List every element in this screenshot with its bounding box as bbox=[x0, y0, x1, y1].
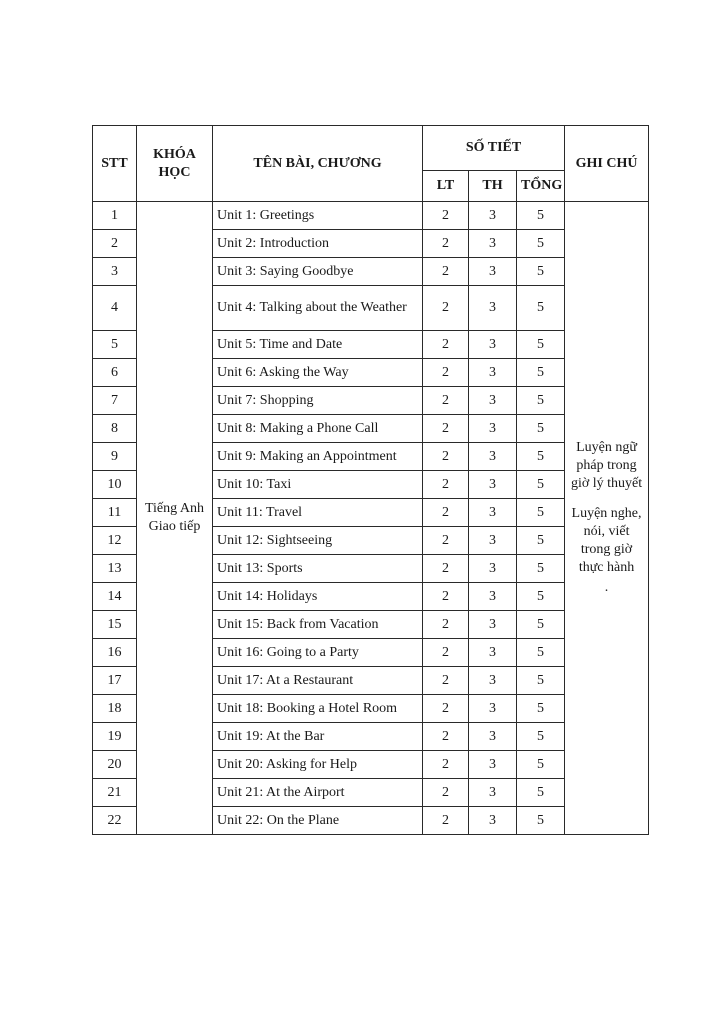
row-total: 5 bbox=[517, 807, 565, 835]
row-lt: 2 bbox=[423, 639, 469, 667]
row-th: 3 bbox=[469, 583, 517, 611]
row-lesson: Unit 4: Talking about the Weather bbox=[213, 286, 423, 331]
header-total: TỔNG bbox=[517, 171, 565, 202]
row-stt: 22 bbox=[93, 807, 137, 835]
row-th: 3 bbox=[469, 723, 517, 751]
row-total: 5 bbox=[517, 443, 565, 471]
row-th: 3 bbox=[469, 258, 517, 286]
row-lt: 2 bbox=[423, 611, 469, 639]
row-th: 3 bbox=[469, 415, 517, 443]
row-stt: 20 bbox=[93, 751, 137, 779]
row-lt: 2 bbox=[423, 258, 469, 286]
row-stt: 10 bbox=[93, 471, 137, 499]
row-lt: 2 bbox=[423, 499, 469, 527]
row-lt: 2 bbox=[423, 230, 469, 258]
row-total: 5 bbox=[517, 471, 565, 499]
row-lesson: Unit 21: At the Airport bbox=[213, 779, 423, 807]
row-total: 5 bbox=[517, 286, 565, 331]
row-lesson: Unit 5: Time and Date bbox=[213, 331, 423, 359]
header-stt: STT bbox=[93, 126, 137, 202]
row-total: 5 bbox=[517, 667, 565, 695]
curriculum-table bbox=[92, 125, 649, 835]
row-stt: 9 bbox=[93, 443, 137, 471]
table-row bbox=[93, 202, 649, 230]
row-total: 5 bbox=[517, 723, 565, 751]
row-th: 3 bbox=[469, 471, 517, 499]
row-lesson: Unit 2: Introduction bbox=[213, 230, 423, 258]
row-lesson: Unit 7: Shopping bbox=[213, 387, 423, 415]
row-stt: 13 bbox=[93, 555, 137, 583]
row-stt: 3 bbox=[93, 258, 137, 286]
row-lesson: Unit 11: Travel bbox=[213, 499, 423, 527]
row-th: 3 bbox=[469, 499, 517, 527]
row-total: 5 bbox=[517, 611, 565, 639]
table-body bbox=[93, 202, 649, 835]
row-total: 5 bbox=[517, 555, 565, 583]
header-course: KHÓA HỌC bbox=[137, 126, 213, 202]
row-lt: 2 bbox=[423, 751, 469, 779]
row-total: 5 bbox=[517, 583, 565, 611]
row-lesson: Unit 12: Sightseeing bbox=[213, 527, 423, 555]
row-th: 3 bbox=[469, 331, 517, 359]
row-total: 5 bbox=[517, 751, 565, 779]
row-stt: 21 bbox=[93, 779, 137, 807]
row-lt: 2 bbox=[423, 415, 469, 443]
note-line: Luyện nghe, nói, viết trong giờ thực hành bbox=[571, 506, 642, 575]
row-lesson: Unit 3: Saying Goodbye bbox=[213, 258, 423, 286]
row-total: 5 bbox=[517, 230, 565, 258]
row-stt: 8 bbox=[93, 415, 137, 443]
row-lesson: Unit 18: Booking a Hotel Room bbox=[213, 695, 423, 723]
row-lt: 2 bbox=[423, 807, 469, 835]
row-th: 3 bbox=[469, 387, 517, 415]
row-stt: 16 bbox=[93, 639, 137, 667]
row-total: 5 bbox=[517, 499, 565, 527]
course-name-cell: Tiếng Anh Giao tiếp bbox=[137, 202, 213, 835]
note-line: Luyện ngữ pháp trong giờ lý thuyết bbox=[570, 440, 643, 491]
row-total: 5 bbox=[517, 415, 565, 443]
row-lesson: Unit 20: Asking for Help bbox=[213, 751, 423, 779]
row-lt: 2 bbox=[423, 695, 469, 723]
row-th: 3 bbox=[469, 202, 517, 230]
row-total: 5 bbox=[517, 695, 565, 723]
row-total: 5 bbox=[517, 331, 565, 359]
row-stt: 5 bbox=[93, 331, 137, 359]
row-th: 3 bbox=[469, 286, 517, 331]
row-lt: 2 bbox=[423, 387, 469, 415]
row-lesson: Unit 16: Going to a Party bbox=[213, 639, 423, 667]
row-lesson: Unit 10: Taxi bbox=[213, 471, 423, 499]
row-total: 5 bbox=[517, 527, 565, 555]
header-periods: SỐ TIẾT bbox=[423, 126, 565, 171]
row-lesson: Unit 14: Holidays bbox=[213, 583, 423, 611]
row-lesson: Unit 1: Greetings bbox=[213, 202, 423, 230]
row-total: 5 bbox=[517, 359, 565, 387]
row-stt: 6 bbox=[93, 359, 137, 387]
row-total: 5 bbox=[517, 387, 565, 415]
row-th: 3 bbox=[469, 443, 517, 471]
row-lt: 2 bbox=[423, 779, 469, 807]
note-cell bbox=[565, 202, 649, 835]
row-lt: 2 bbox=[423, 583, 469, 611]
row-stt: 15 bbox=[93, 611, 137, 639]
row-lesson: Unit 15: Back from Vacation bbox=[213, 611, 423, 639]
row-lt: 2 bbox=[423, 359, 469, 387]
row-lt: 2 bbox=[423, 443, 469, 471]
row-lesson: Unit 19: At the Bar bbox=[213, 723, 423, 751]
row-stt: 17 bbox=[93, 667, 137, 695]
row-stt: 11 bbox=[93, 499, 137, 527]
row-lesson: Unit 9: Making an Appointment bbox=[213, 443, 423, 471]
row-total: 5 bbox=[517, 202, 565, 230]
row-lesson: Unit 6: Asking the Way bbox=[213, 359, 423, 387]
row-stt: 2 bbox=[93, 230, 137, 258]
header-lesson: TÊN BÀI, CHƯƠNG bbox=[213, 126, 423, 202]
row-lt: 2 bbox=[423, 555, 469, 583]
row-th: 3 bbox=[469, 779, 517, 807]
row-lesson: Unit 13: Sports bbox=[213, 555, 423, 583]
row-th: 3 bbox=[469, 639, 517, 667]
note-line: . bbox=[604, 580, 609, 595]
row-th: 3 bbox=[469, 359, 517, 387]
row-th: 3 bbox=[469, 611, 517, 639]
row-th: 3 bbox=[469, 751, 517, 779]
row-lt: 2 bbox=[423, 471, 469, 499]
row-stt: 4 bbox=[93, 286, 137, 331]
header-lt: LT bbox=[423, 171, 469, 202]
header-note: GHI CHÚ bbox=[565, 126, 649, 202]
row-lesson: Unit 8: Making a Phone Call bbox=[213, 415, 423, 443]
row-th: 3 bbox=[469, 807, 517, 835]
row-lt: 2 bbox=[423, 667, 469, 695]
row-total: 5 bbox=[517, 639, 565, 667]
row-stt: 19 bbox=[93, 723, 137, 751]
row-th: 3 bbox=[469, 555, 517, 583]
row-th: 3 bbox=[469, 230, 517, 258]
row-th: 3 bbox=[469, 667, 517, 695]
row-stt: 14 bbox=[93, 583, 137, 611]
row-stt: 7 bbox=[93, 387, 137, 415]
row-lesson: Unit 22: On the Plane bbox=[213, 807, 423, 835]
row-stt: 1 bbox=[93, 202, 137, 230]
header-th: TH bbox=[469, 171, 517, 202]
row-stt: 12 bbox=[93, 527, 137, 555]
row-lesson: Unit 17: At a Restaurant bbox=[213, 667, 423, 695]
row-lt: 2 bbox=[423, 286, 469, 331]
row-th: 3 bbox=[469, 527, 517, 555]
row-lt: 2 bbox=[423, 331, 469, 359]
row-lt: 2 bbox=[423, 723, 469, 751]
row-th: 3 bbox=[469, 695, 517, 723]
row-total: 5 bbox=[517, 779, 565, 807]
row-lt: 2 bbox=[423, 527, 469, 555]
row-total: 5 bbox=[517, 258, 565, 286]
row-stt: 18 bbox=[93, 695, 137, 723]
row-lt: 2 bbox=[423, 202, 469, 230]
